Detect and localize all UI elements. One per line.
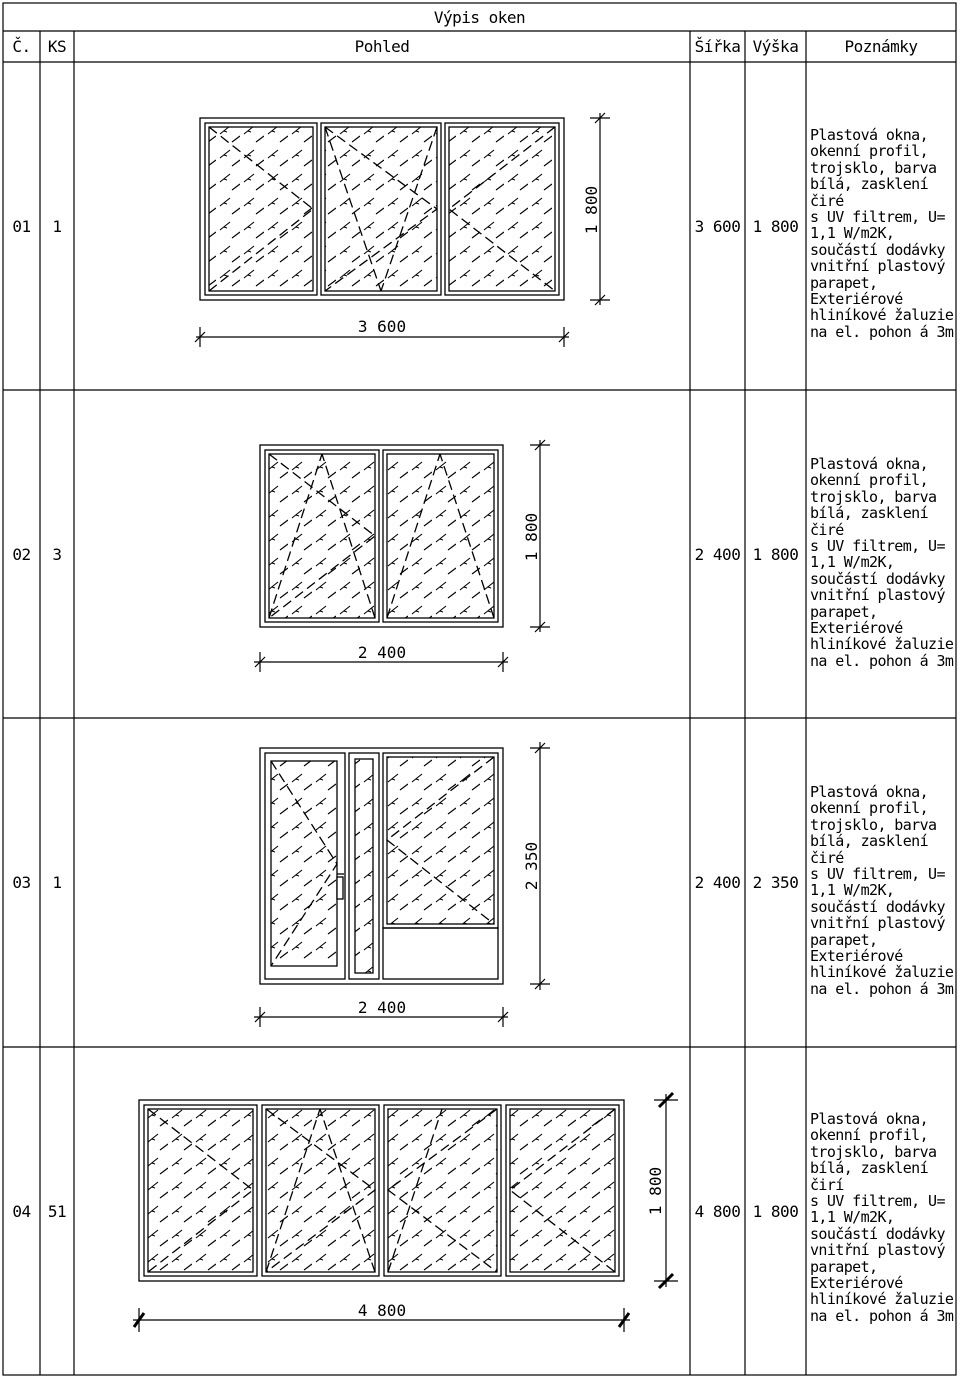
row3-width: 2 400 bbox=[694, 873, 741, 892]
window-04-height-label: 1 800 bbox=[646, 1166, 665, 1216]
row2-width: 2 400 bbox=[694, 544, 741, 564]
row1-number: 01 bbox=[12, 216, 31, 236]
row4-count: 51 bbox=[47, 1201, 67, 1221]
window-02-height-label: 1 800 bbox=[522, 512, 541, 562]
row1-count: 1 bbox=[52, 216, 62, 236]
row3-count: 1 bbox=[52, 873, 62, 892]
window-01-height-label: 1 800 bbox=[582, 185, 601, 235]
header-width: Šířka bbox=[694, 37, 741, 56]
window-03-height-label: 2 350 bbox=[522, 841, 541, 891]
row3-note: Plastová okna, okenní profil, trojsklo, barva bílá, zasklení čiré s UV filtrem, U= 1,1 W/m2K, součástí dodávky vnitřní plastový parapet, Exteriérové hliníkové žaluzie na el. pohon á 3m bbox=[810, 783, 954, 998]
row4-height: 1 800 bbox=[752, 1201, 799, 1221]
row4-note: Plastová okna, okenní profil, trojsklo, barva bílá, zasklení čirí s UV filtrem, U= 1,1 W/m2K, součástí dodávky vnitřní plastový parapet, Exteriérové hliníkové žaluzie na el. pohon á 3m bbox=[810, 1110, 954, 1325]
row4-number: 04 bbox=[12, 1201, 31, 1221]
row3-number: 03 bbox=[12, 873, 31, 892]
row1-note: Plastová okna, okenní profil, trojsklo, barva bílá, zasklení čiré s UV filtrem, U= 1,1 W/m2K, součástí dodávky vnitřní plastový parapet, Exteriérové hliníkové žaluzie na el. pohon á 3m bbox=[810, 126, 954, 341]
window-03-elevation bbox=[260, 748, 503, 984]
window-02-width-label: 2 400 bbox=[357, 643, 407, 662]
window-04-width-label: 4 800 bbox=[357, 1301, 407, 1320]
window-02-elevation bbox=[260, 445, 503, 627]
row1-height: 1 800 bbox=[752, 216, 799, 236]
row2-number: 02 bbox=[12, 544, 31, 564]
window-01-width-label: 3 600 bbox=[357, 317, 407, 336]
header-count: KS bbox=[47, 37, 67, 56]
row4-width: 4 800 bbox=[694, 1201, 741, 1221]
row1-width: 3 600 bbox=[694, 216, 741, 236]
header-number: Č. bbox=[12, 37, 31, 56]
window-03-width-label: 2 400 bbox=[357, 998, 407, 1017]
header-view: Pohled bbox=[354, 37, 410, 56]
header-notes: Poznámky bbox=[844, 37, 918, 56]
row2-count: 3 bbox=[52, 544, 62, 564]
header-height: Výška bbox=[752, 37, 799, 56]
row2-note: Plastová okna, okenní profil, trojsklo, barva bílá, zasklení čiré s UV filtrem, U= 1,1 W/m2K, součástí dodávky vnitřní plastový parapet, Exteriérové hliníkové žaluzie na el. pohon á 3m bbox=[810, 455, 954, 670]
schedule-title: Výpis oken bbox=[433, 7, 526, 27]
window-04-elevation bbox=[139, 1100, 624, 1281]
window-01-elevation bbox=[200, 118, 564, 300]
row3-height: 2 350 bbox=[752, 873, 799, 892]
row2-height: 1 800 bbox=[752, 544, 799, 564]
